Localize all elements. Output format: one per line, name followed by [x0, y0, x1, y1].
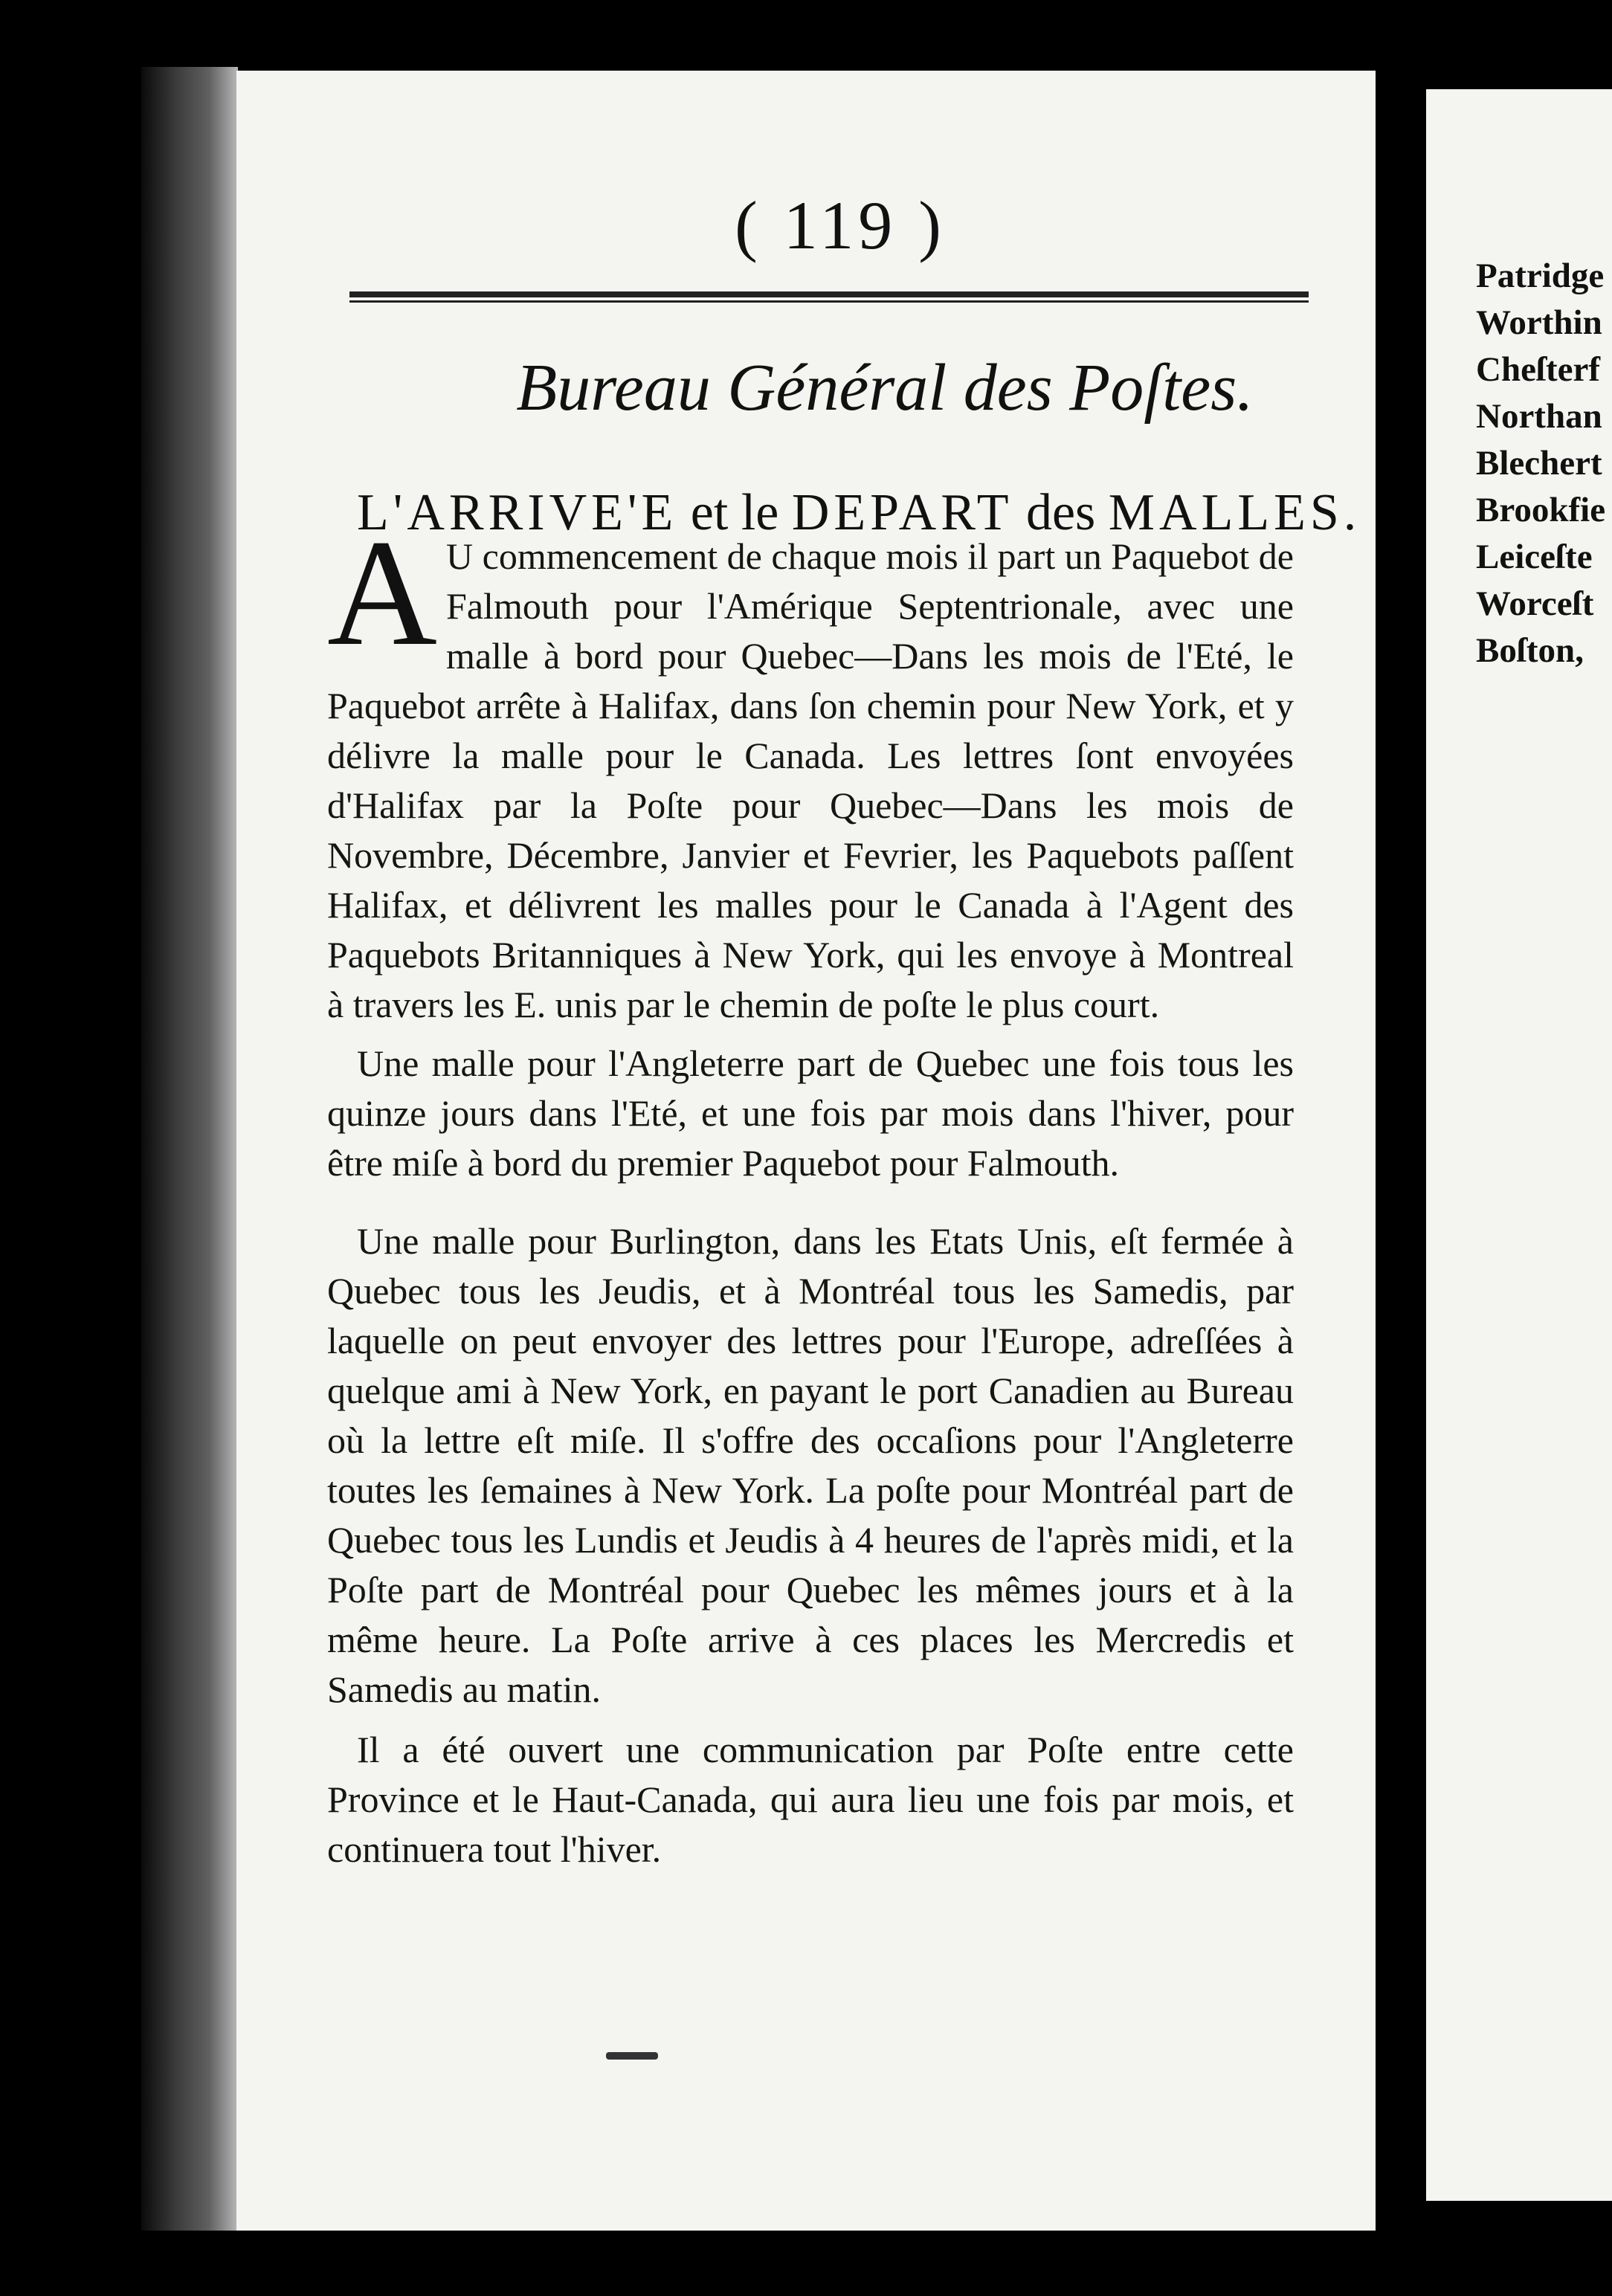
page-number: ( 119 )	[735, 187, 946, 263]
paragraph-2: Une malle pour l'Angleterre part de Quebec une fois tous les quinze jours dans l'Eté, et une fois par mois dans l'hiver, pour être miſe à bord du premier Paquebot pour Falmouth.	[327, 1042, 1294, 1184]
header-rule-thin	[349, 300, 1309, 303]
right-entry: Brookfie	[1476, 491, 1606, 529]
right-entry: Cheſterf	[1476, 350, 1601, 389]
right-page-column	[1476, 253, 1605, 674]
page-title: Bureau Général des Poſtes.	[516, 351, 1254, 425]
right-entry: Northan	[1476, 397, 1602, 436]
paragraph-3: Une malle pour Burlington, dans les Etats Unis, eſt fermée à Quebec tous les Jeudis, et à Montréal tous les Samedis, par laquelle on peut envoyer des lettres pour l'Europe, adreſſées à quelque ami à New York, en payant le port Canadien au Bureau où la lettre eſt miſe. Il s'offre des occaſions pour l'Angleterre toutes les ſemaines à New York. La poſte pour Montréal part de Quebec tous les Lundis et Jeudis à 4 heures de l'après midi, et la Poſte part de Montréal pour Quebec les mêmes jours et à la même heure. La Poſte arrive à ces places les Mercredis et Samedis au matin.	[327, 1220, 1294, 1710]
header-rule	[349, 291, 1309, 297]
subtitle-depart: DEPART	[791, 484, 1013, 541]
drop-cap: A	[327, 509, 438, 677]
paragraph-1-text: U commencement de chaque mois il part un Paquebot de Falmouth pour l'Amérique Septentrionale, avec une malle à bord pour Quebec—Dans les mois de l'Eté, le Paquebot arrête à Halifax, dans ſon chemin pour New York, et y délivre la malle pour le Canada. Les lettres ſont envoyées d'Halifax par la Poſte pour Quebec—Dans les mois de Novembre, Décembre, Janvier et Fevrier, les Paquebots paſſent Halifax, et délivrent les malles pour le Canada à l'Agent des Paquebots Britanniques à New York, qui les envoye à Montreal à travers les E. unis par le chemin de poſte le plus court.	[327, 535, 1294, 1025]
right-entry: Patridge	[1476, 257, 1605, 295]
right-entry: Blechert	[1476, 444, 1602, 483]
book-page-edge	[141, 67, 238, 2231]
right-entry: Boſton,	[1476, 631, 1584, 670]
subtitle-et-le: et le	[677, 484, 792, 541]
subtitle-malles: MALLES.	[1108, 484, 1361, 541]
end-ornament	[606, 2052, 658, 2060]
right-entry: Leiceſte	[1476, 538, 1593, 576]
subtitle-arrivee: L'ARRIVE'E	[357, 484, 678, 541]
right-entry: Worthin	[1476, 303, 1602, 342]
subtitle-des: des	[1013, 484, 1109, 541]
paragraph-4: Il a été ouvert une communication par Poſte entre cette Province et le Haut-Canada, qui aura lieu une fois par mois, et continuera tout l'hiver.	[327, 1729, 1294, 1870]
book-gutter	[1376, 0, 1428, 2296]
right-entry: Worceſt	[1476, 584, 1594, 623]
